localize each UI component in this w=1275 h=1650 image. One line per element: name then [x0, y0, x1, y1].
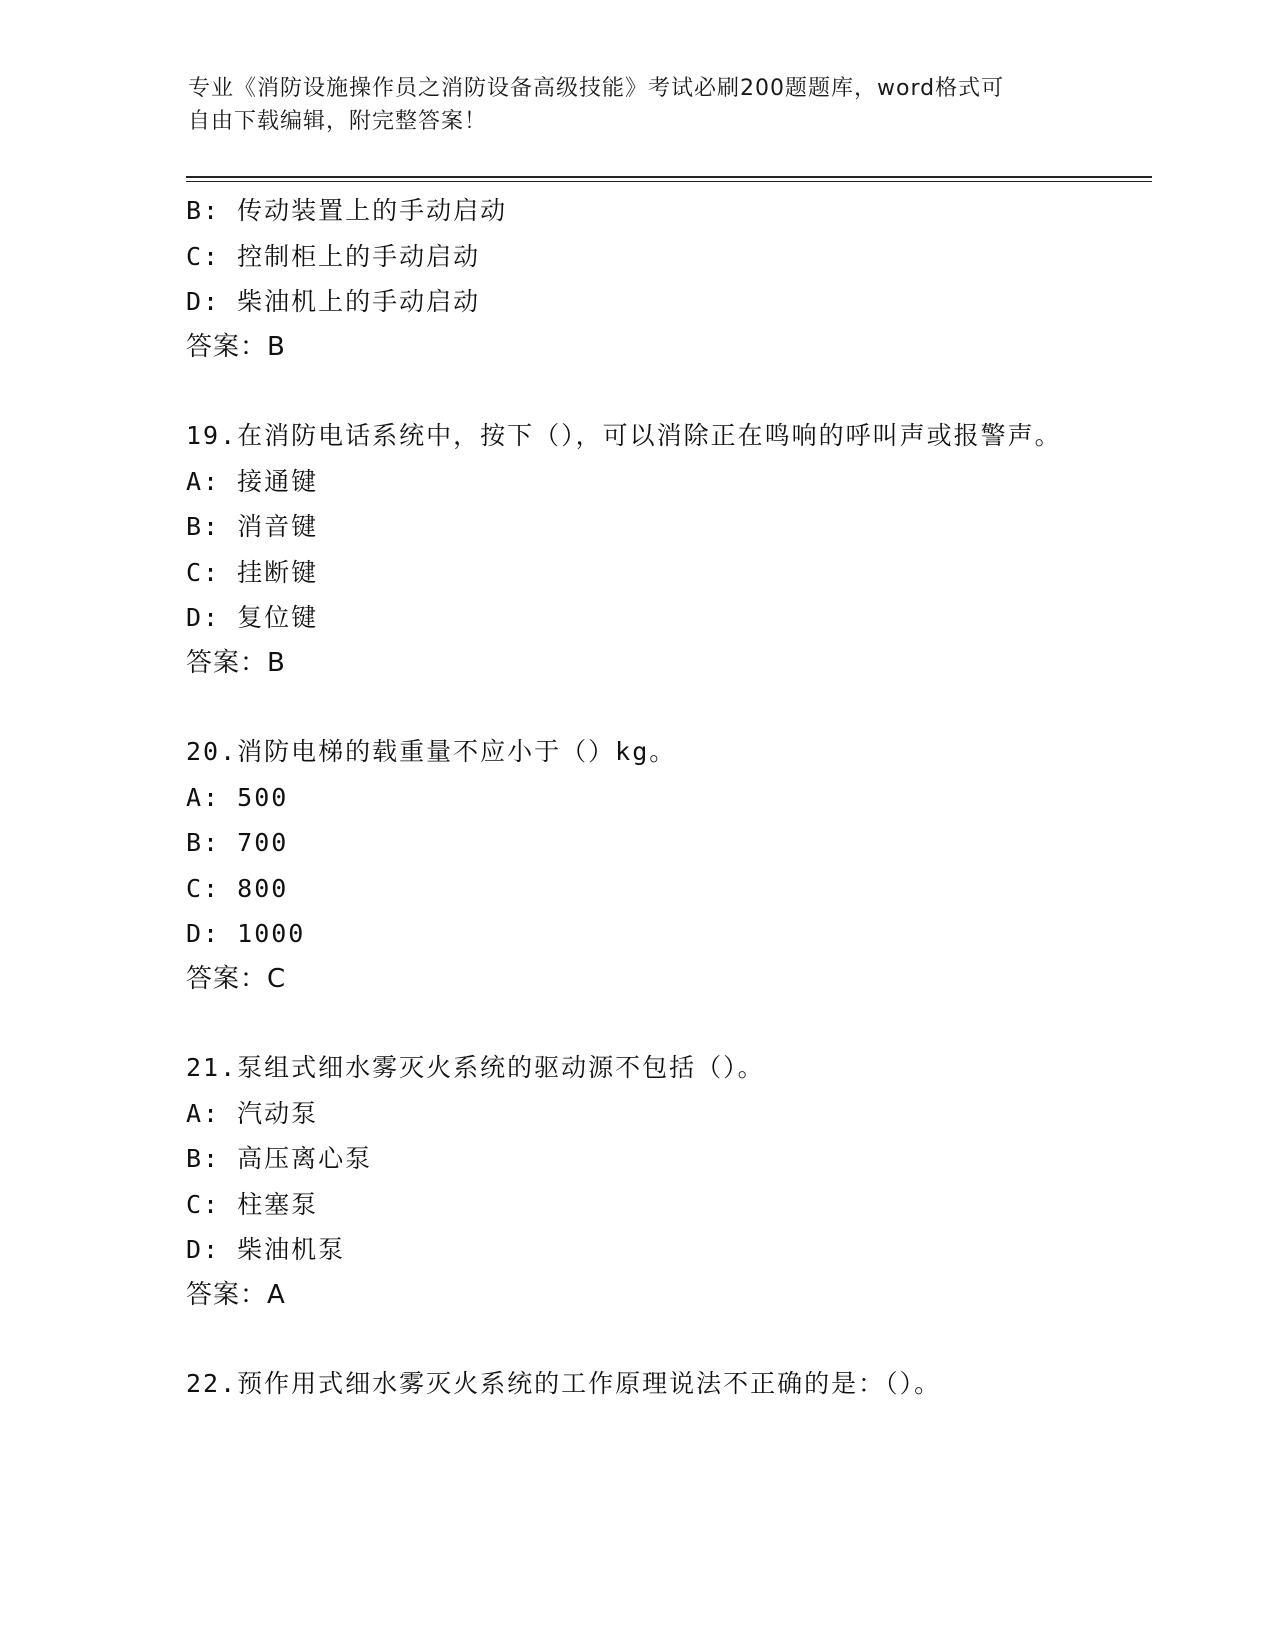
option-c: C: 800 [186, 873, 289, 903]
question-text: 21.泵组式细水雾灭火系统的驱动源不包括（）。 [186, 1053, 765, 1082]
answer-line: 答案：A [186, 1279, 286, 1310]
option-a: A: 500 [186, 782, 289, 812]
question-22 [186, 1361, 1146, 1407]
option-a: A: 接通键 [186, 466, 319, 496]
answer-line: 答案：C [186, 963, 287, 994]
option-d: D: 柴油机上的手动启动 [186, 287, 481, 316]
option-b: B: 传动装置上的手动启动 [186, 196, 508, 225]
question-list [186, 188, 1146, 1407]
option-b: B: 消音键 [186, 512, 319, 541]
question-text: 19.在消防电话系统中，按下（），可以消除正在鸣响的呼叫声或报警声。 [186, 421, 1062, 450]
question-text: 22.预作用式细水雾灭火系统的工作原理说法不正确的是：（）。 [186, 1369, 942, 1398]
question-19 [186, 413, 1146, 686]
document-header [188, 72, 1088, 138]
header-divider-thin [186, 181, 1152, 182]
option-d: D: 复位键 [186, 603, 319, 632]
header-divider-thick [186, 176, 1152, 178]
option-d: D: 柴油机泵 [186, 1235, 346, 1264]
option-a: A: 汽动泵 [186, 1098, 319, 1128]
option-c: C: 控制柜上的手动启动 [186, 241, 481, 271]
header-line-1: 专业《消防设施操作员之消防设备高级技能》考试必刷200题题库，word格式可 [188, 76, 1005, 101]
answer-line: 答案：B [186, 647, 286, 678]
option-c: C: 柱塞泵 [186, 1189, 319, 1219]
option-d: D: 1000 [186, 919, 306, 948]
option-c: C: 挂断键 [186, 557, 319, 587]
option-b: B: 700 [186, 828, 289, 857]
answer-line: 答案：B [186, 331, 286, 362]
question-21 [186, 1045, 1146, 1318]
question-20 [186, 729, 1146, 1002]
option-b: B: 高压离心泵 [186, 1144, 373, 1173]
question-text: 20.消防电梯的载重量不应小于（）kg。 [186, 737, 677, 766]
question-18-carryover [186, 188, 1146, 370]
header-line-2: 自由下载编辑，附完整答案！ [188, 109, 488, 134]
